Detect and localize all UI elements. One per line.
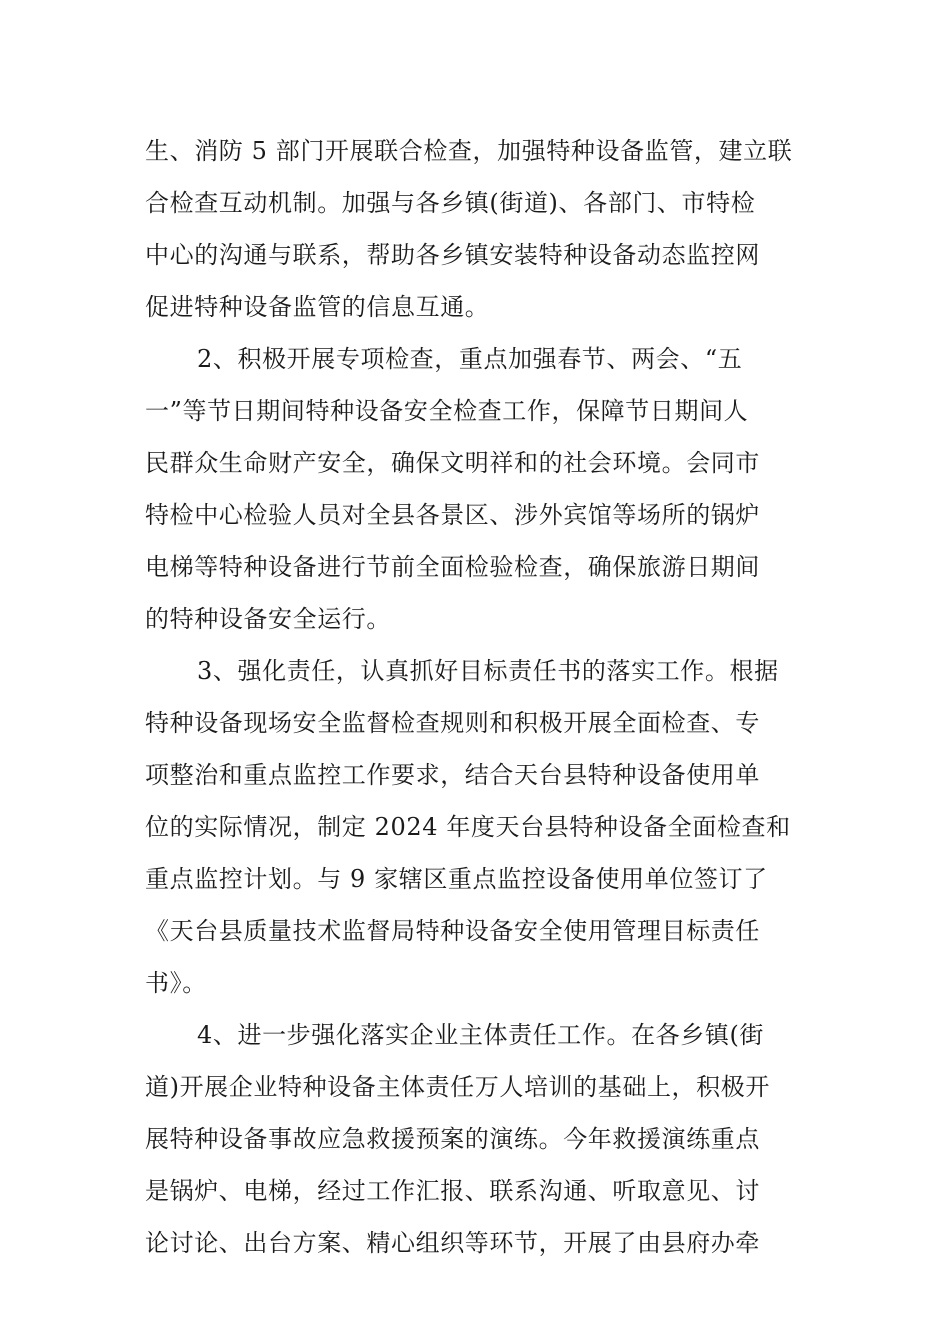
text-line: 书》。 xyxy=(145,969,207,997)
text-line: 电梯等特种设备进行节前全面检验检查，确保旅游日期间 xyxy=(145,553,760,581)
text-line: 论讨论、出台方案、精心组织等环节，开展了由县府办牵 xyxy=(145,1229,760,1257)
paragraph-item-3 xyxy=(145,645,815,1009)
paragraph-continuation xyxy=(145,125,815,333)
text-line: 重点监控计划。与 9 家辖区重点监控设备使用单位签订了 xyxy=(145,865,768,893)
document-body xyxy=(145,125,815,1269)
text-line: 一”等节日期间特种设备安全检查工作，保障节日期间人 xyxy=(145,397,749,425)
text-line: 2、积极开展专项检查，重点加强春节、两会、“五 xyxy=(197,345,743,373)
text-line: 3、强化责任，认真抓好目标责任书的落实工作。根据 xyxy=(197,657,779,685)
text-line: 4、进一步强化落实企业主体责任工作。在各乡镇(街 xyxy=(197,1021,765,1049)
text-line: 的特种设备安全运行。 xyxy=(145,605,391,633)
paragraph-item-2 xyxy=(145,333,815,645)
paragraph-item-4 xyxy=(145,1009,815,1269)
text-line: 特种设备现场安全监督检查规则和积极开展全面检查、专 xyxy=(145,709,760,737)
text-line: 道)开展企业特种设备主体责任万人培训的基础上，积极开 xyxy=(145,1073,770,1101)
text-line: 展特种设备事故应急救援预案的演练。今年救援演练重点 xyxy=(145,1125,760,1153)
text-line: 项整治和重点监控工作要求，结合天台县特种设备使用单 xyxy=(145,761,760,789)
text-line: 位的实际情况，制定 2024 年度天台县特种设备全面检查和 xyxy=(145,813,791,841)
text-line: 促进特种设备监管的信息互通。 xyxy=(145,293,490,321)
text-line: 合检查互动机制。加强与各乡镇(街道)、各部门、市特检 xyxy=(145,189,756,217)
text-line: 《天台县质量技术监督局特种设备安全使用管理目标责任 xyxy=(145,917,760,945)
text-line: 民群众生命财产安全，确保文明祥和的社会环境。会同市 xyxy=(145,449,760,477)
text-line: 生、消防 5 部门开展联合检查，加强特种设备监管，建立联 xyxy=(145,137,793,165)
text-line: 中心的沟通与联系，帮助各乡镇安装特种设备动态监控网 xyxy=(145,241,760,269)
text-line: 特检中心检验人员对全县各景区、涉外宾馆等场所的锅炉 xyxy=(145,501,760,529)
text-line: 是锅炉、电梯，经过工作汇报、联系沟通、听取意见、讨 xyxy=(145,1177,760,1205)
